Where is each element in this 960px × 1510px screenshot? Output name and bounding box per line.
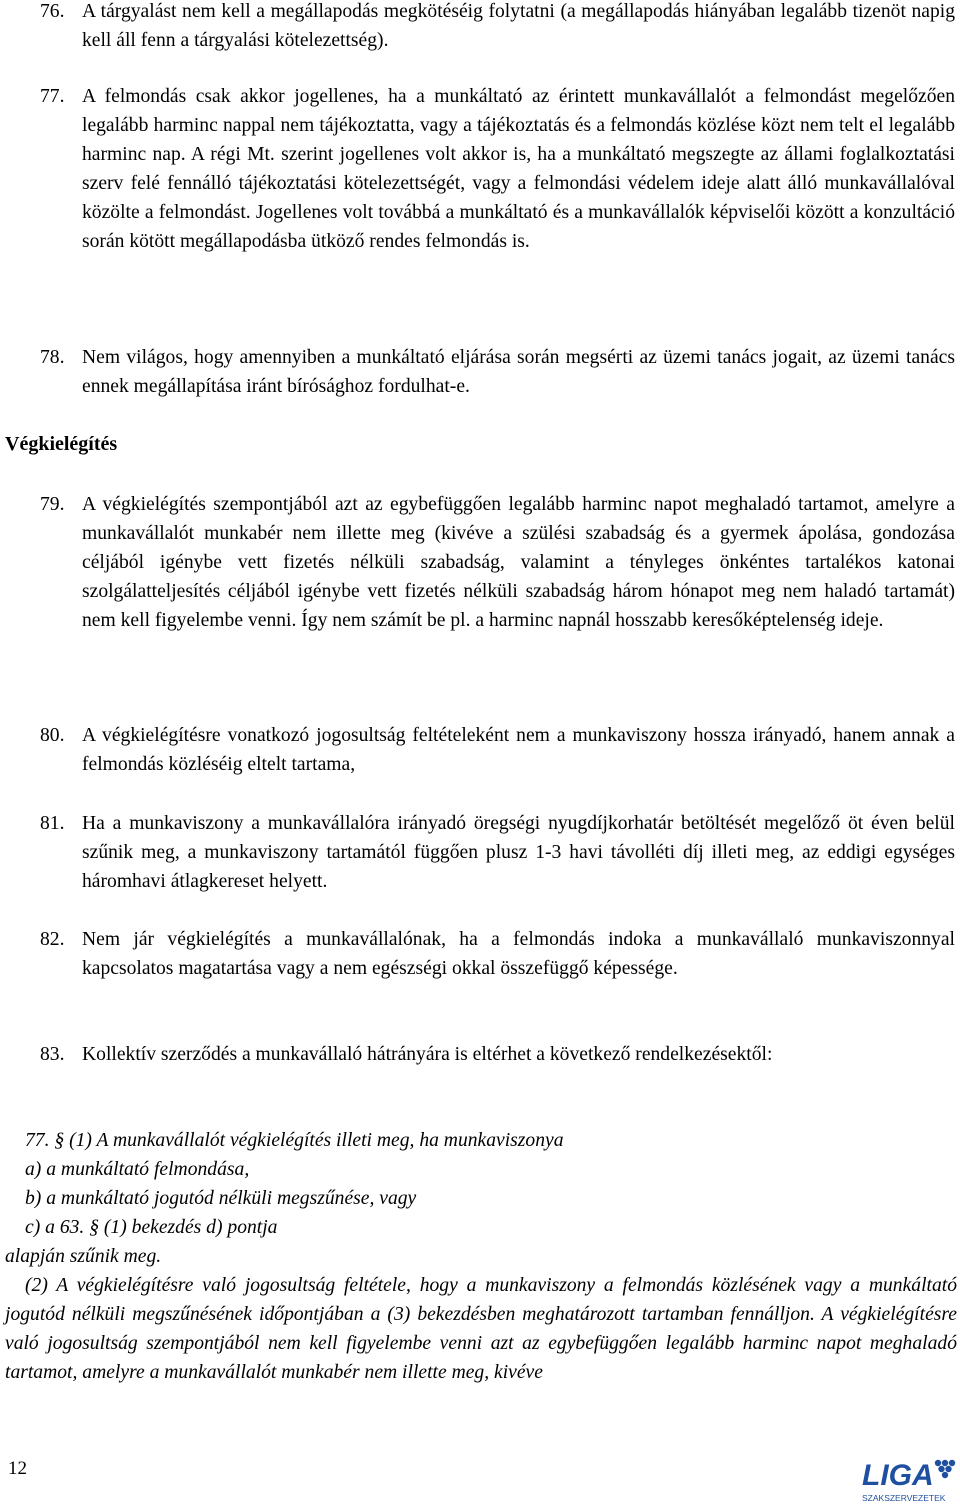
- logo-subtitle: SZAKSZERVEZETEK: [862, 1493, 946, 1503]
- item-text: Nem világos, hogy amennyiben a munkáltató eljárása során megsérti az üzemi tanács jogait, az üzemi tanács ennek megállapítása iránt bírósághoz fordulhat-e.: [82, 347, 955, 397]
- item-number: 81.: [40, 813, 65, 834]
- list-item-80: [5, 721, 955, 779]
- list-item-82: [5, 925, 955, 983]
- quote-line-5: alapján szűnik meg.: [5, 1246, 162, 1267]
- section-heading: Végkielégítés: [5, 433, 118, 455]
- list-item-81: [5, 809, 955, 896]
- logo-word: LIGA: [862, 1459, 934, 1492]
- quote-line-4: c) a 63. § (1) bekezdés d) pontja: [25, 1217, 278, 1238]
- list-item-78: [5, 343, 955, 401]
- grape-icon: [935, 1460, 955, 1478]
- quote-paragraph-2: (2) A végkielégítésre való jogosultság feltétele, hogy a munkaviszony a felmondás közlésének vagy a munkáltató jogutód nélküli megszűnésének időpontjában a (3) bekezdésben meghatározott tartamban fennálljon. A végkielégítésre való jogosultság szempontjából nem kell figyelembe venni azt az egybefüggően legalább harminc napot meghaladó tartamot, amelyre a munkavállalót munkabér nem illette meg, kivéve: [5, 1275, 957, 1383]
- quote-line-1: 77. § (1) A munkavállalót végkielégítés illeti meg, ha munkaviszonya: [25, 1130, 564, 1151]
- item-number: 80.: [40, 725, 65, 746]
- list-item-77: [5, 82, 955, 256]
- quote-line-2: a) a munkáltató felmondása,: [25, 1159, 250, 1180]
- item-text: A tárgyalást nem kell a megállapodás megkötéséig folytatni (a megállapodás hiányában legalább tizenöt napig kell áll fenn a tárgyalási kötelezettség).: [82, 1, 955, 51]
- item-number: 78.: [40, 347, 65, 368]
- item-text: A végkielégítésre vonatkozó jogosultság feltételeként nem a munkaviszony hossza irányadó, hanem annak a felmondás közléséig eltelt tartama,: [82, 725, 955, 775]
- liga-logo: [858, 1455, 958, 1505]
- item-text: A felmondás csak akkor jogellenes, ha a munkáltató az érintett munkavállalót a felmondást megelőzően legalább harminc nappal nem tájékoztatta, vagy a tájékoztatás és a felmondás közlése közt nem telt el legalább harminc nap. A régi Mt. szerint jogellenes volt akkor is, ha a munkáltató megszegte az állami foglalkoztatási szerv felé fennálló tájékoztatási kötelezettségét, vagy a felmondási védelem ideje alatt álló munkavállalóval közölte a felmondást. Jogellenes volt továbbá a munkáltató és a munkavállalók képviselői között a konzultáció során kötött megállapodásba ütköző rendes felmondás is.: [82, 86, 955, 252]
- page-number: 12: [8, 1458, 27, 1479]
- list-item-76: [5, 0, 955, 55]
- item-number: 83.: [40, 1044, 65, 1065]
- item-number: 82.: [40, 929, 65, 950]
- list-item-79: [5, 490, 955, 635]
- quote-line-3: b) a munkáltató jogutód nélküli megszűnése, vagy: [25, 1188, 417, 1209]
- item-text: Ha a munkaviszony a munkavállalóra irányadó öregségi nyugdíjkorhatár betöltését megelőző öt éven belül szűnik meg, a munkaviszony tartamától függően plusz 1-3 havi távolléti díj illeti meg, az eddigi egységes háromhavi átlagkereset helyett.: [82, 813, 955, 892]
- item-number: 77.: [40, 86, 65, 107]
- item-text: Kollektív szerződés a munkavállaló hátrányára is eltérhet a következő rendelkezésektől:: [82, 1044, 773, 1065]
- item-text: Nem jár végkielégítés a munkavállalónak, ha a felmondás indoka a munkavállaló munkaviszonnyal kapcsolatos magatartása vagy a nem egészségi okkal összefüggő képessége.: [82, 929, 955, 979]
- item-text: A végkielégítés szempontjából azt az egybefüggően legalább harminc napot meghaladó tartamot, amelyre a munkavállalót munkabér nem illette meg (kivéve a szülési szabadság és a gyermek ápolása, gondozása céljából igénybe vett fizetés nélküli szabadság, valamint a tényleges önkéntes tartalékos katonai szolgálatteljesítés céljából igénybe vett fizetés nélküli szabadság három hónapot meg nem haladó tartamát) nem kell figyelembe venni. Így nem számít be pl. a harminc napnál hosszabb keresőképtelenség ideje.: [82, 494, 955, 631]
- item-number: 79.: [40, 494, 65, 515]
- item-number: 76.: [40, 1, 65, 22]
- list-item-83: [5, 1040, 955, 1069]
